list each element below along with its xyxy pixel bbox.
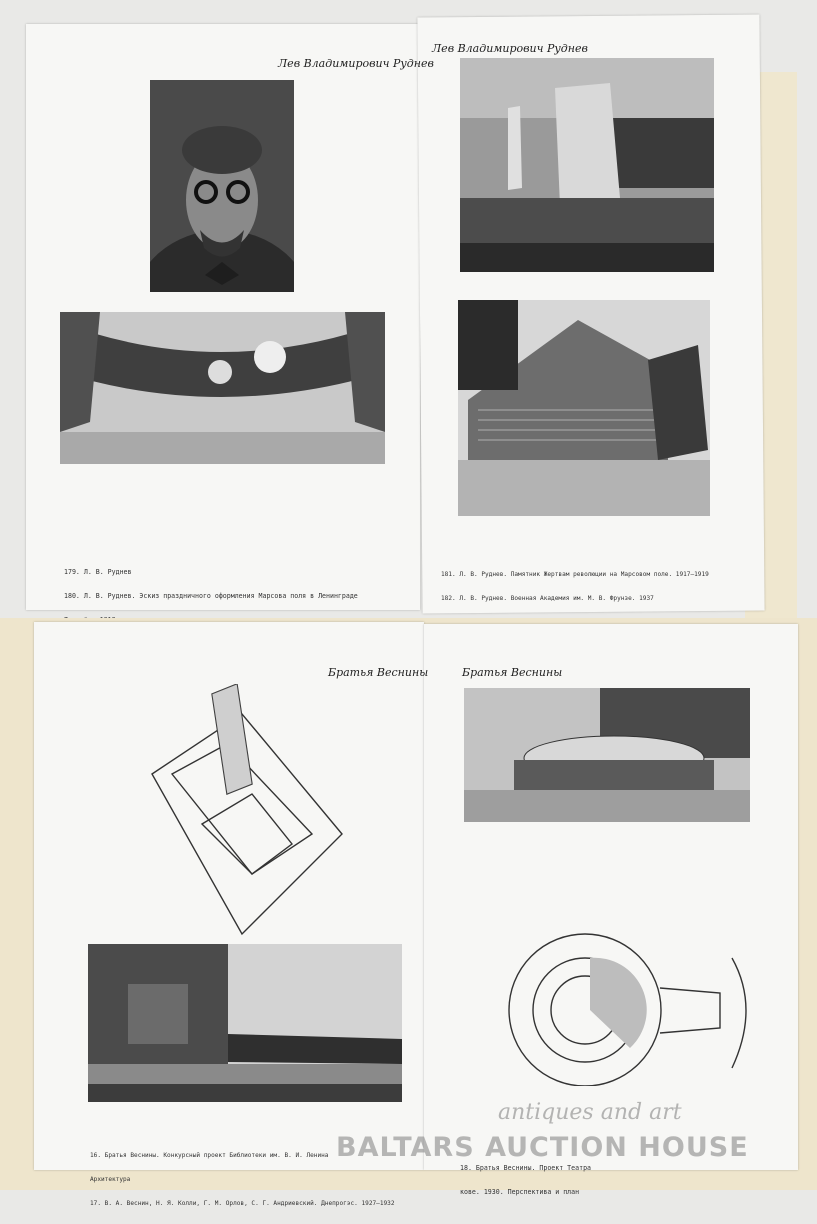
- theatre-floor-plan: [470, 928, 760, 1086]
- caption-line: кове. 1930. Перспектива и план: [460, 1188, 580, 1196]
- top-right-caption: [441, 555, 709, 619]
- library-axonometric-drawing: [142, 684, 350, 938]
- caption-line: Архитектура: [90, 1176, 131, 1183]
- watermark-brand: BALTARS AUCTION HOUSE: [336, 1132, 749, 1163]
- caption-line: 180. Л. В. Руднев. Эскиз праздничного оформления Марсова поля в Ленинграде: [64, 592, 358, 600]
- caption-line: 17. В. А. Веснин, Н. Я. Колли, Г. М. Орлов, С. Г. Андриевский. Днепрогэс. 1927—1932: [90, 1200, 395, 1207]
- portrait-photo: [150, 80, 294, 292]
- caption-line: 181. Л. В. Руднев. Памятник Жертвам революции на Марсовом поле. 1917—1919: [441, 571, 709, 578]
- caption-line: 18. Братья Веснины. Проект Театра: [460, 1164, 592, 1172]
- watermark-tagline: antiques and art: [498, 1100, 682, 1125]
- festive-decoration-sketch: [60, 312, 385, 464]
- caption-line: 179. Л. В. Руднев: [64, 568, 132, 576]
- bottom-left-page-header: Братья Веснины: [328, 666, 429, 679]
- top-left-page-header: Лев Владимирович Руднев: [278, 57, 434, 70]
- dneproges-dam-photo: [88, 944, 402, 1102]
- caption-line: 182. Л. В. Руднев. Военная Академия им. М. В. Фрунзе. 1937: [441, 595, 654, 602]
- bottom-right-page-header: Братья Веснины: [462, 666, 563, 679]
- monument-photo: [460, 58, 714, 272]
- military-academy-photo: [458, 300, 710, 516]
- top-right-page-header: Лев Владимирович Руднев: [432, 42, 588, 55]
- theatre-perspective-drawing: [464, 688, 750, 822]
- caption-line: 16. Братья Веснины. Конкурсный проект Библиотеки им. В. И. Ленина: [90, 1152, 329, 1159]
